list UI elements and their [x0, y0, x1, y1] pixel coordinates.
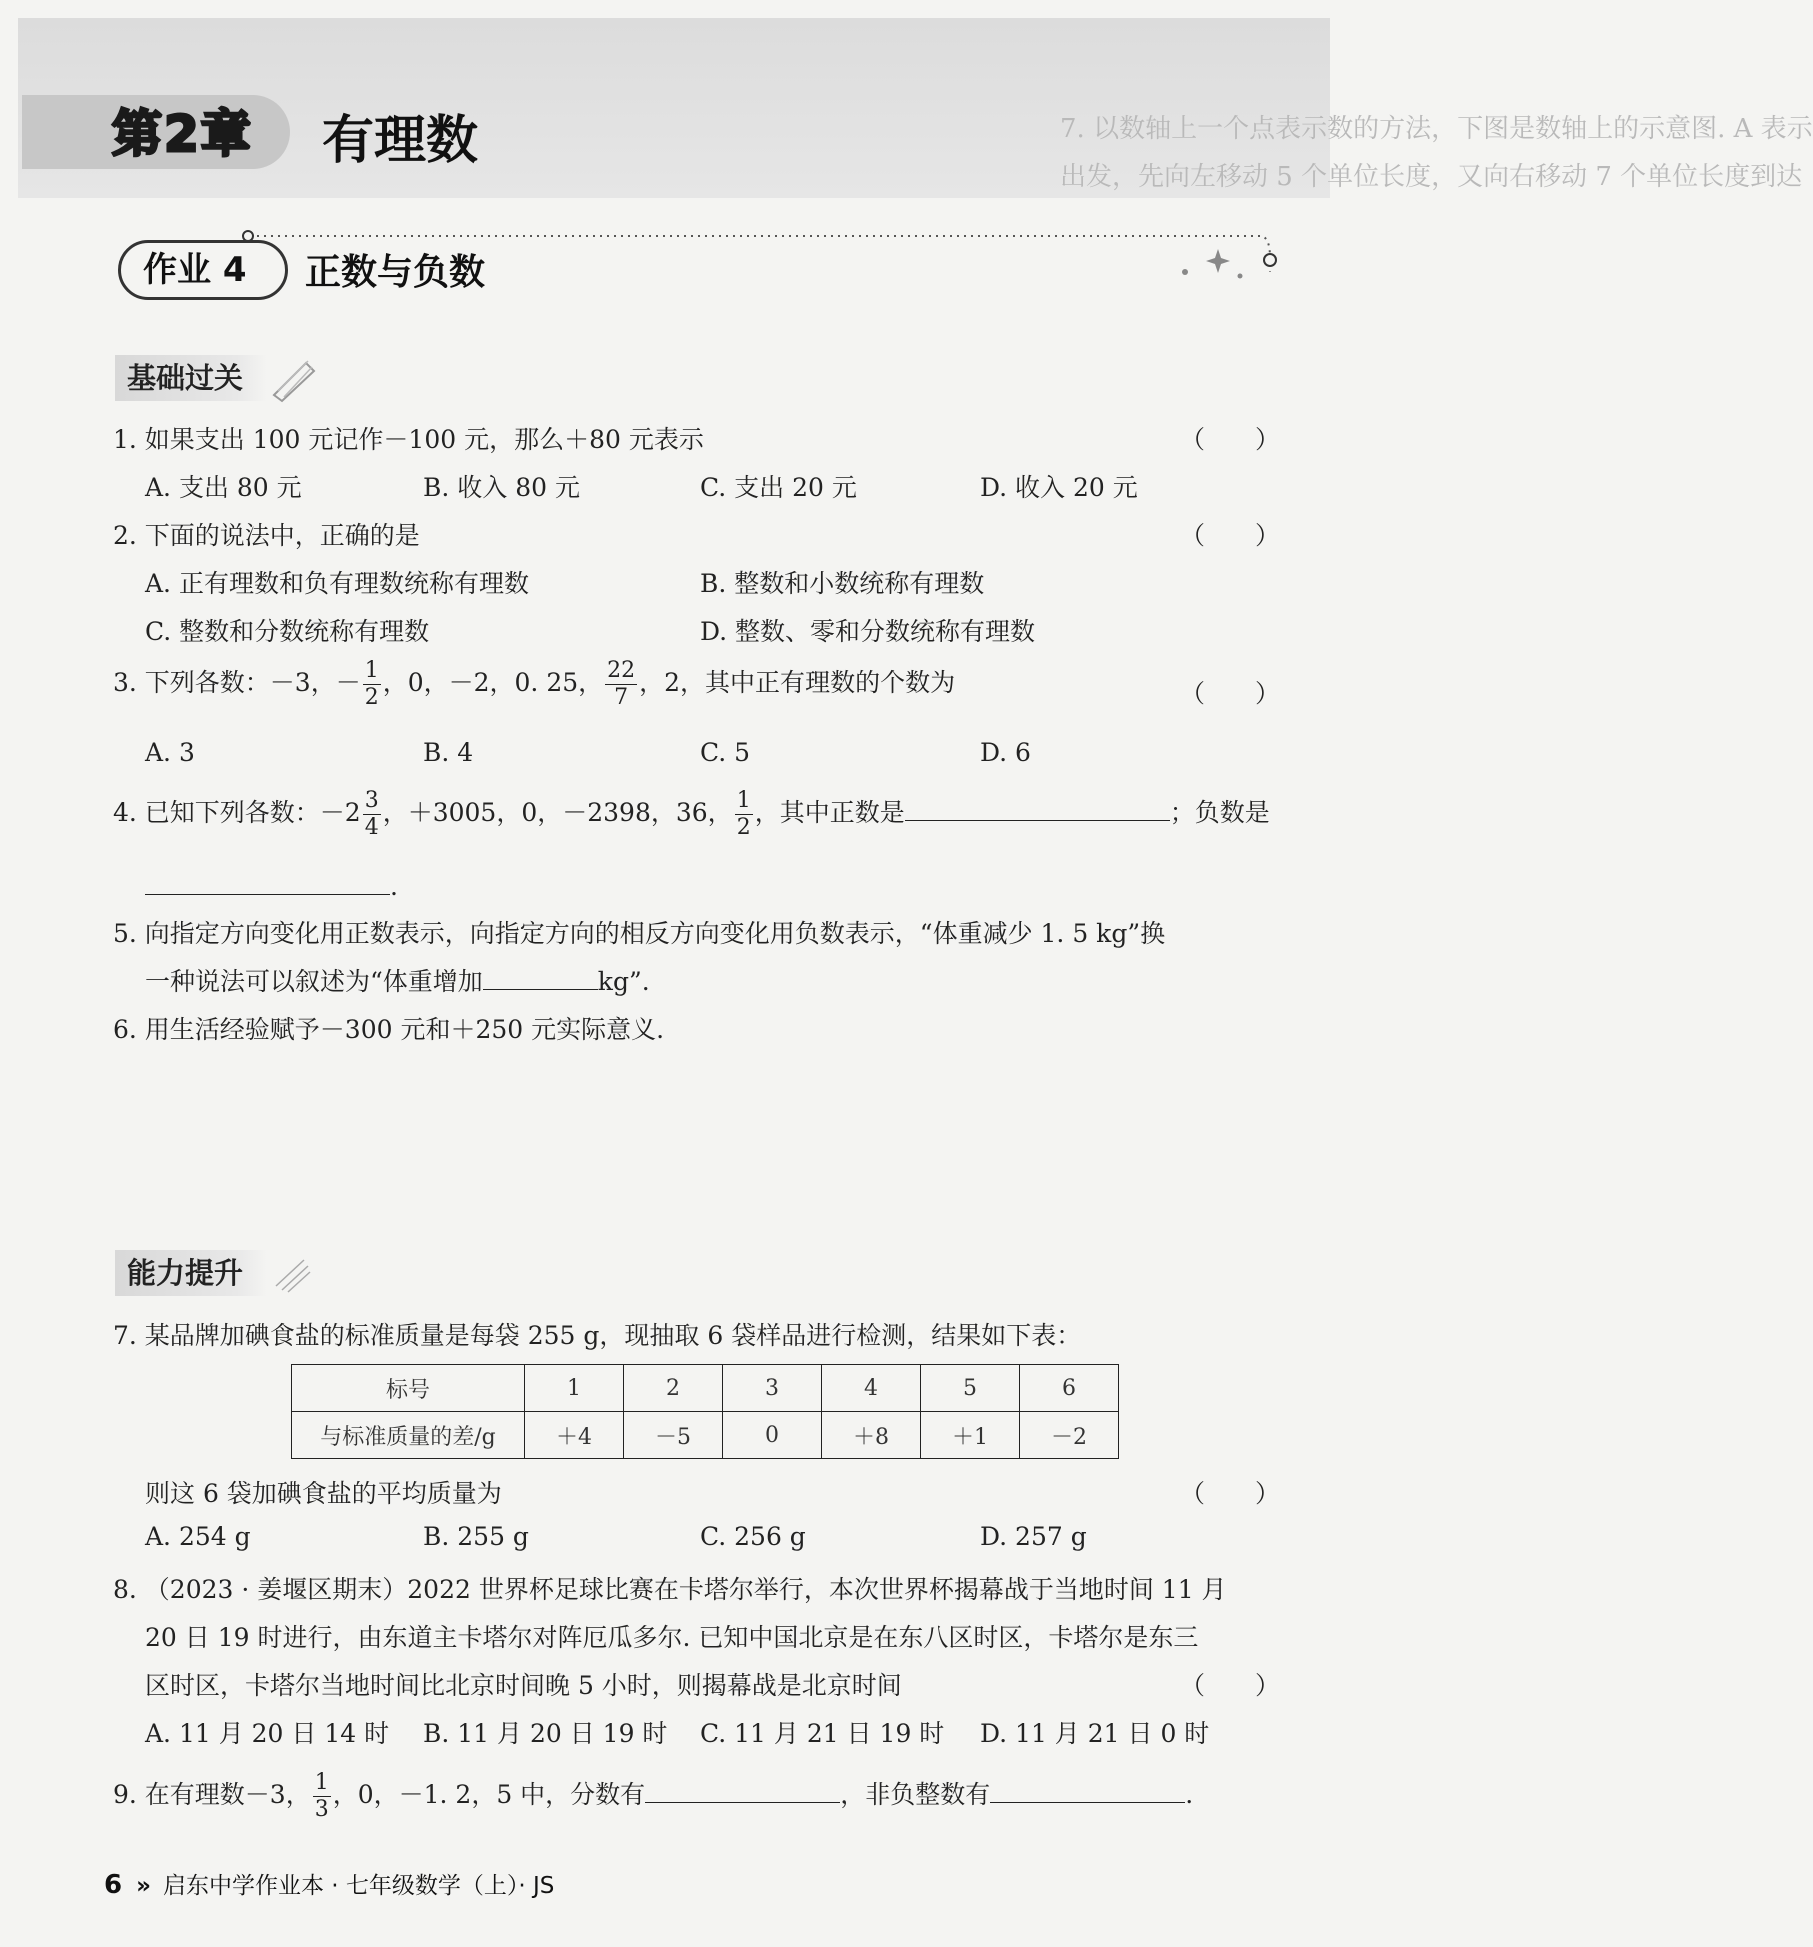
q3-stem-part: ，2，其中正有理数的个数为	[639, 668, 956, 697]
book-title: 启东中学作业本 · 七年级数学（上）· JS	[162, 1873, 555, 1899]
table-cell: 3	[723, 1365, 822, 1412]
q2-option-c: C. 整数和分数统称有理数	[145, 617, 430, 646]
q2-stem: 2. 下面的说法中，正确的是	[113, 521, 420, 550]
q4-stem-part: ，其中正数是	[754, 798, 905, 827]
fraction	[605, 660, 637, 709]
sparkle-icon	[268, 1250, 314, 1296]
table-cell: 标号	[292, 1365, 525, 1412]
fraction	[363, 660, 381, 709]
q4-negative-blank[interactable]	[145, 868, 390, 895]
q8-option-c: C. 11 月 21 日 19 时	[700, 1719, 945, 1748]
q7-stem: 7. 某品牌加碘食盐的标准质量是每袋 255 g，现抽取 6 袋样品进行检测，结果如下表：	[113, 1321, 1082, 1350]
table-cell: 2	[624, 1365, 723, 1412]
q7-question: 则这 6 袋加碘食盐的平均质量为	[145, 1479, 502, 1508]
q5-blank[interactable]	[483, 989, 598, 990]
q7-option-b: B. 255 g	[423, 1522, 529, 1551]
chevron-right-icon: »	[136, 1873, 151, 1899]
table-cell: 1	[525, 1365, 624, 1412]
q5-line1: 5. 向指定方向变化用正数表示，向指定方向的相反方向变化用负数表示，“体重减少 1. 5 kg”换	[113, 919, 1166, 948]
q1-option-b: B. 收入 80 元	[423, 473, 580, 502]
fraction-denominator: 2	[736, 815, 751, 840]
q4-end: .	[390, 872, 398, 901]
q3-option-c: C. 5	[700, 738, 751, 767]
bleed-through-text: 7. 以数轴上一个点表示数的方法，下图是数轴上的示意图. A 表示	[1060, 114, 1813, 144]
fraction-numerator: 1	[736, 788, 751, 813]
table-cell: －2	[1020, 1412, 1119, 1459]
q3-stem	[113, 660, 955, 709]
q4-stem-part: ；负数是	[1169, 798, 1270, 827]
table-row	[292, 1365, 1119, 1412]
table-cell: 4	[822, 1365, 921, 1412]
table-cell: ＋1	[921, 1412, 1020, 1459]
q7-data-table	[291, 1364, 1119, 1459]
q9-stem-part: ，0，－1. 2，5 中，分数有	[332, 1780, 646, 1809]
page-footer	[104, 1867, 554, 1900]
table-cell: ＋4	[525, 1412, 624, 1459]
fraction-denominator: 3	[314, 1797, 329, 1822]
q8-line3: 区时区，卡塔尔当地时间比北京时间晚 5 小时，则揭幕战是北京时间	[145, 1671, 902, 1700]
q7-option-d: D. 257 g	[980, 1522, 1087, 1551]
section-advanced-label: 能力提升	[127, 1256, 244, 1290]
fraction	[735, 790, 753, 839]
fraction-denominator: 2	[364, 685, 379, 710]
q4-positive-blank[interactable]	[905, 820, 1170, 821]
q8-line2: 20 日 19 时进行，由东道主卡塔尔对阵厄瓜多尔. 已知中国北京是在东八区时区，卡塔尔是东三	[145, 1623, 1199, 1652]
table-cell: 与标准质量的差/g	[292, 1412, 525, 1459]
q1-stem: 1. 如果支出 100 元记作－100 元，那么＋80 元表示	[113, 425, 704, 454]
bleed-through-text: 出发，先向左移动 5 个单位长度，又向右移动 7 个单位长度到达	[1060, 162, 1803, 192]
q4-stem	[113, 790, 1270, 839]
q4-stem-part: 4. 已知下列各数：－2	[113, 798, 361, 827]
fraction-denominator: 7	[614, 685, 629, 710]
fraction-numerator: 3	[364, 788, 379, 813]
table-cell: ＋8	[822, 1412, 921, 1459]
q3-option-a: A. 3	[145, 738, 195, 767]
q2-option-a: A. 正有理数和负有理数统称有理数	[145, 569, 529, 598]
q2-option-b: B. 整数和小数统称有理数	[700, 569, 985, 598]
q8-option-b: B. 11 月 20 日 19 时	[423, 1719, 668, 1748]
table-cell: 5	[921, 1365, 1020, 1412]
q3-option-d: D. 6	[980, 738, 1031, 767]
q1-option-c: C. 支出 20 元	[700, 473, 857, 502]
table-cell: 0	[723, 1412, 822, 1459]
q7-option-c: C. 256 g	[700, 1522, 806, 1551]
q8-option-d: D. 11 月 21 日 0 时	[980, 1719, 1210, 1748]
q9-end: .	[1185, 1780, 1194, 1809]
chapter-title: 有理数	[322, 111, 479, 171]
chapter-number: 第2章	[112, 105, 253, 163]
section-basic-label: 基础过关	[127, 361, 244, 395]
fraction	[313, 1772, 331, 1821]
section-advanced-tag	[115, 1250, 267, 1296]
q9-stem-part: ，非负整数有	[840, 1780, 991, 1809]
q1-option-d: D. 收入 20 元	[980, 473, 1138, 502]
table-cell: 6	[1020, 1365, 1119, 1412]
section-basic-tag	[115, 355, 267, 401]
pencil-icon	[268, 355, 318, 401]
q6-stem: 6. 用生活经验赋予－300 元和＋250 元实际意义.	[113, 1015, 665, 1044]
q2-answer-bracket: （ ）	[1180, 521, 1281, 550]
table-row	[292, 1412, 1119, 1459]
q7-option-a: A. 254 g	[145, 1522, 251, 1551]
q8-line1: 8. （2023 · 姜堰区期末）2022 世界杯足球比赛在卡塔尔举行，本次世界杯揭幕战于当地时间 11 月	[113, 1575, 1227, 1604]
q5-line2-part: kg”.	[597, 967, 650, 996]
q4-stem-part: ，＋3005，0，－2398，36，	[382, 798, 733, 827]
assignment-title: 正数与负数	[305, 252, 486, 293]
fraction-numerator: 22	[607, 658, 636, 683]
page-number: 6	[104, 1870, 123, 1900]
q4-second-line	[145, 868, 398, 901]
q5-line2-part: 一种说法可以叙述为“体重增加	[145, 967, 483, 996]
fraction	[363, 790, 381, 839]
q3-answer-bracket: （ ）	[1180, 679, 1281, 708]
q9-integer-blank[interactable]	[990, 1802, 1185, 1803]
q8-answer-bracket: （ ）	[1180, 1671, 1281, 1700]
q3-stem-part: ，0，－2，0. 25，	[382, 668, 604, 697]
q3-stem-part: 3. 下列各数：－3，－	[113, 668, 361, 697]
fraction-numerator: 1	[364, 658, 379, 683]
assignment-label: 作业 4	[118, 240, 288, 300]
q1-option-a: A. 支出 80 元	[145, 473, 302, 502]
fraction-numerator: 1	[314, 1770, 329, 1795]
q9-stem-part: 9. 在有理数－3，	[113, 1780, 311, 1809]
q5-line2	[145, 962, 650, 998]
q1-answer-bracket: （ ）	[1180, 425, 1281, 454]
q2-option-d: D. 整数、零和分数统称有理数	[700, 617, 1036, 646]
q3-option-b: B. 4	[423, 738, 474, 767]
q8-option-a: A. 11 月 20 日 14 时	[145, 1719, 390, 1748]
q9-fraction-blank[interactable]	[645, 1802, 840, 1803]
q7-answer-bracket: （ ）	[1180, 1479, 1281, 1508]
table-cell: －5	[624, 1412, 723, 1459]
q9-stem	[113, 1772, 1193, 1821]
fraction-denominator: 4	[364, 815, 379, 840]
